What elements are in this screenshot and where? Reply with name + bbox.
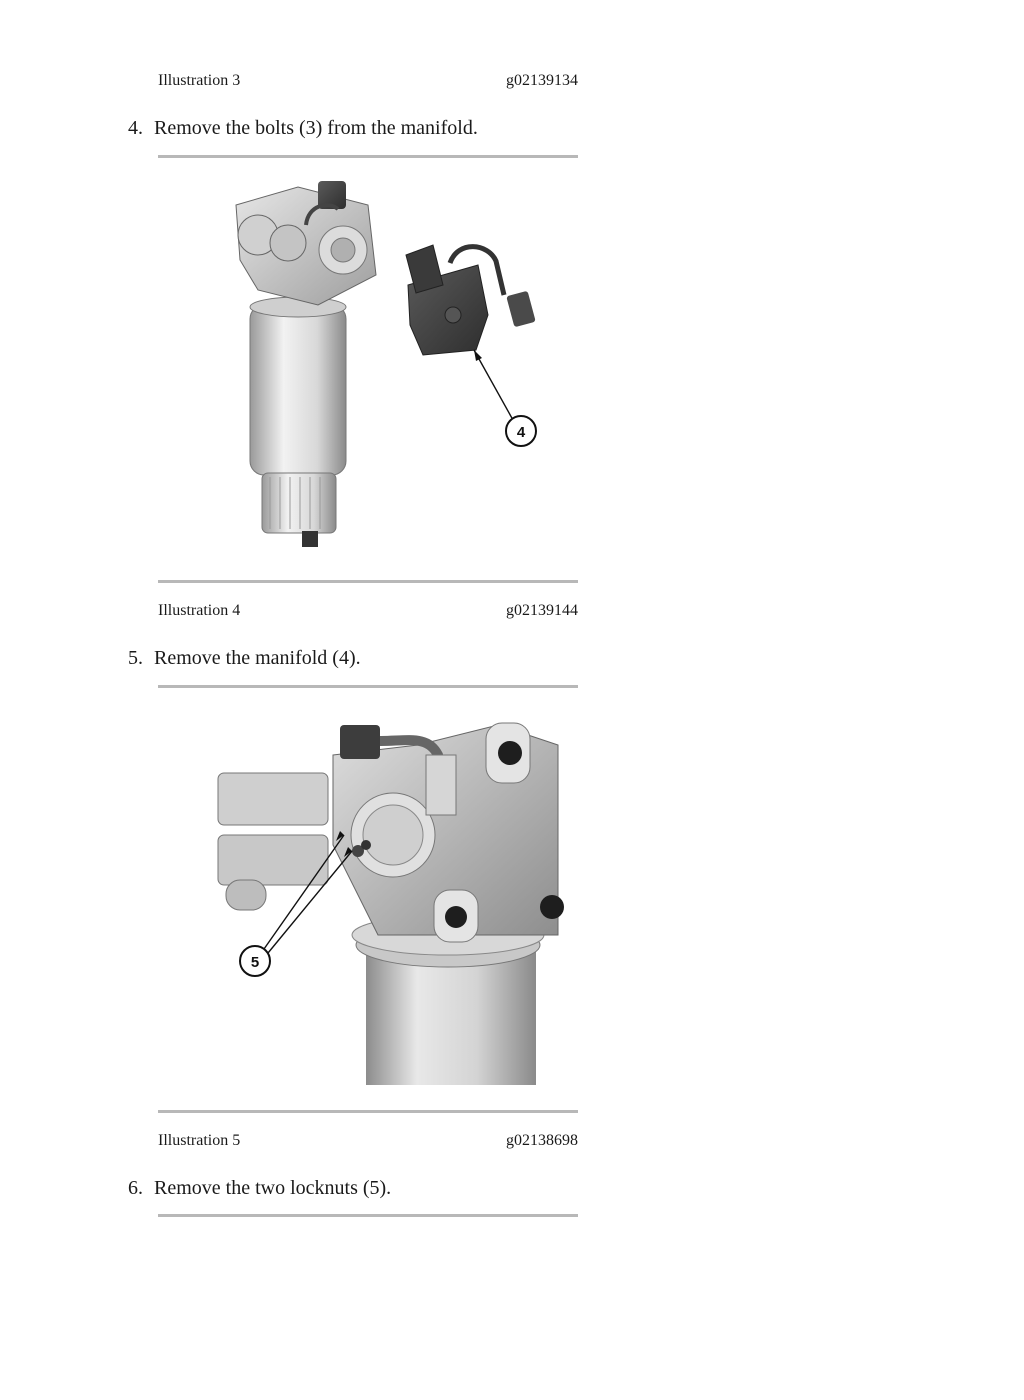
step-text: Remove the two locknuts (5). [154, 1177, 392, 1199]
step-5 [128, 647, 361, 670]
step-4 [128, 117, 478, 140]
filter-assembly-illustration [158, 165, 578, 570]
illustration-label: Illustration 3 [158, 72, 241, 89]
divider [158, 1214, 578, 1217]
figure-filter-manifold-removed [158, 165, 578, 570]
illustration-code: g02138698 [506, 1132, 578, 1149]
divider [158, 685, 578, 688]
illustration-code: g02139144 [506, 602, 578, 619]
step-number: 6. [128, 1177, 143, 1199]
step-number: 4. [128, 117, 143, 139]
divider [158, 1110, 578, 1113]
illustration-code: g02139134 [506, 72, 578, 89]
callout-4: 4 [516, 424, 526, 441]
step-6 [128, 1177, 391, 1200]
locknut-closeup-illustration [158, 695, 578, 1100]
step-number: 5. [128, 647, 143, 669]
divider [158, 155, 578, 158]
callout-5: 5 [250, 954, 260, 971]
illustration-label: Illustration 4 [158, 602, 241, 619]
step-text: Remove the bolts (3) from the manifold. [154, 117, 478, 139]
step-text: Remove the manifold (4). [154, 647, 361, 669]
illustration-label: Illustration 5 [158, 1132, 241, 1149]
divider [158, 580, 578, 583]
figure-locknuts-closeup [158, 695, 578, 1100]
